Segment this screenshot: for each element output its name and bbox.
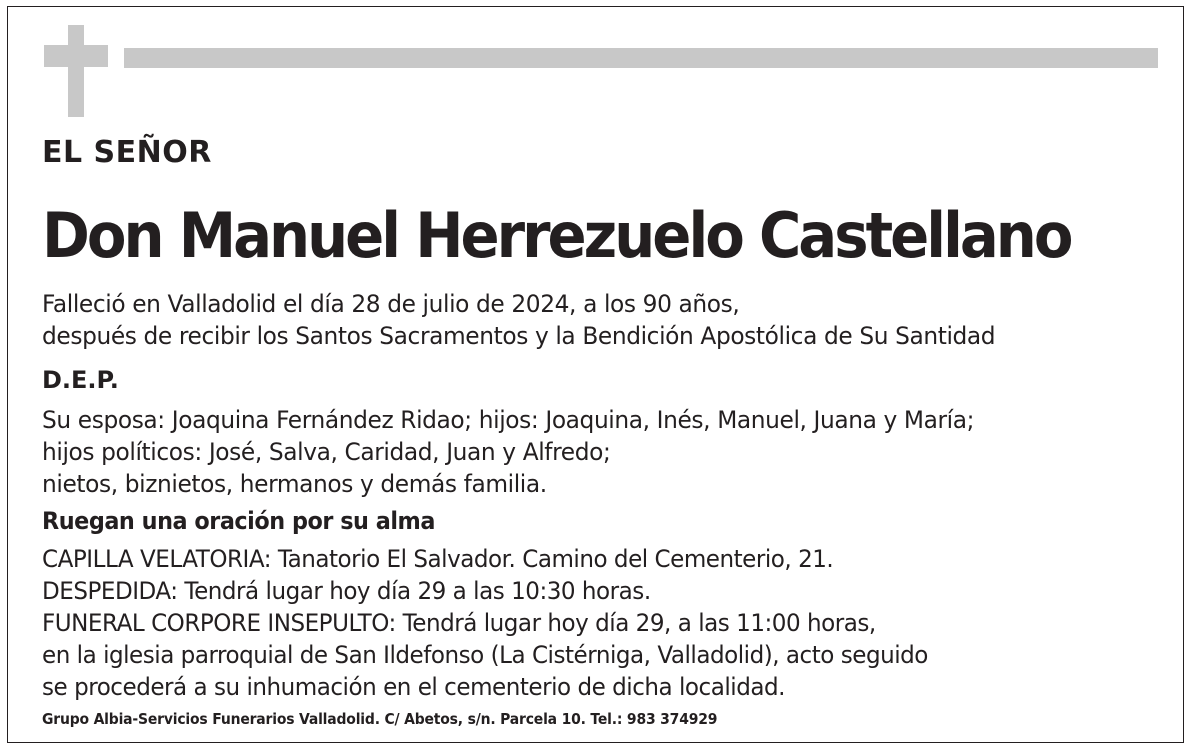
death-details bbox=[42, 288, 995, 352]
family-line: nietos, biznietos, hermanos y demás familia. bbox=[42, 470, 547, 498]
funeral-home-footer: Grupo Albia-Servicios Funerarios Valladolid. C/ Abetos, s/n. Parcela 10. Tel.: 983 374929 bbox=[42, 710, 718, 728]
service-line: en la iglesia parroquial de San Ildefonso (La Cistérniga, Valladolid), acto seguido bbox=[42, 641, 928, 669]
dep-label: D.E.P. bbox=[42, 366, 119, 394]
header-bar bbox=[124, 48, 1158, 68]
service-line: FUNERAL CORPORE INSEPULTO: Tendrá lugar hoy día 29, a las 11:00 horas, bbox=[42, 609, 876, 637]
cross-icon-horizontal bbox=[44, 45, 108, 67]
prayer-request: Ruegan una oración por su alma bbox=[42, 507, 435, 535]
service-details bbox=[42, 543, 928, 703]
title-prefix: EL SEÑOR bbox=[42, 135, 212, 170]
service-line: CAPILLA VELATORIA: Tanatorio El Salvador. Camino del Cementerio, 21. bbox=[42, 545, 834, 573]
service-line: se procederá a su inhumación en el cementerio de dicha localidad. bbox=[42, 673, 785, 701]
death-line: después de recibir los Santos Sacramentos y la Bendición Apostólica de Su Santidad bbox=[42, 322, 996, 350]
cross-icon-vertical bbox=[68, 25, 84, 117]
death-line: Falleció en Valladolid el día 28 de julio de 2024, a los 90 años, bbox=[42, 290, 740, 318]
deceased-name: Don Manuel Herrezuelo Castellano bbox=[42, 199, 1071, 272]
family-list bbox=[42, 404, 974, 500]
service-line: DESPEDIDA: Tendrá lugar hoy día 29 a las 10:30 horas. bbox=[42, 577, 651, 605]
family-line: hijos políticos: José, Salva, Caridad, Juan y Alfredo; bbox=[42, 438, 611, 466]
family-line: Su esposa: Joaquina Fernández Ridao; hijos: Joaquina, Inés, Manuel, Juana y María; bbox=[42, 406, 975, 434]
